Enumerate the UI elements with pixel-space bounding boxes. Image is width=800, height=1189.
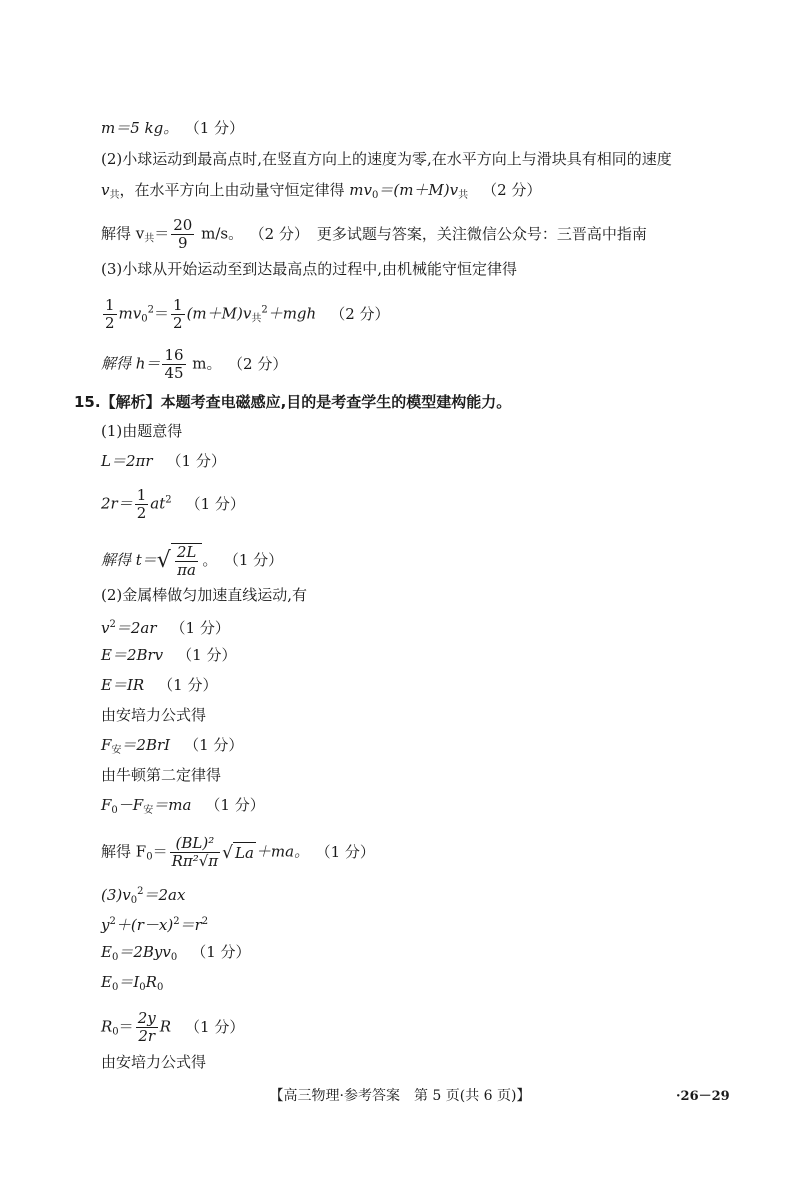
numerator: 2y xyxy=(137,1009,156,1027)
question-15-heading: 15.【解析】本题考查电磁感应,目的是考查学生的模型建构能力。 xyxy=(74,393,512,411)
var: ＝(m＋M)v xyxy=(378,181,459,199)
sup: 2 xyxy=(109,619,116,630)
q15-b3 xyxy=(101,645,236,665)
numerator: 2L xyxy=(176,543,197,561)
sub: 共 xyxy=(251,313,262,325)
var: (m＋M)v xyxy=(186,304,252,323)
text: ＝ xyxy=(152,842,168,861)
fraction xyxy=(136,1010,158,1045)
numerator: 1 xyxy=(173,296,183,314)
q15-b4 xyxy=(101,675,217,695)
sub: 共 xyxy=(458,190,469,201)
q15-part1: (1)由题意得 xyxy=(101,422,183,440)
sub: 共 xyxy=(109,190,120,201)
q15-eq1 xyxy=(101,451,226,471)
var: R xyxy=(101,1017,113,1036)
text: 解得 t＝ xyxy=(101,551,157,569)
var: mv xyxy=(118,304,142,323)
var: v xyxy=(101,619,110,637)
sub: 0 xyxy=(141,313,148,325)
points: （2 分） xyxy=(257,224,309,243)
sup: 2 xyxy=(261,304,268,316)
sup: 2 xyxy=(109,916,116,927)
points: （2 分） xyxy=(330,304,390,323)
sup: 2 xyxy=(165,494,172,506)
var: ＋mgh xyxy=(267,304,317,323)
formula: E＝2Brv xyxy=(101,646,164,664)
points: （1 分） xyxy=(185,1017,245,1036)
denominator: πa xyxy=(177,561,196,579)
points: （1 分） xyxy=(166,452,226,470)
points: （1 分） xyxy=(185,494,245,513)
q15-part2: (2)金属棒做匀加速直线运动,有 xyxy=(101,586,308,604)
q15-b8 xyxy=(101,795,265,821)
sub: 0 xyxy=(156,982,164,993)
points: （1 分） xyxy=(323,842,375,861)
part2-intro: (2)小球运动到最高点时,在竖直方向上的速度为零,在水平方向上与滑块具有相同的速度 xyxy=(101,150,672,168)
numerator: 1 xyxy=(136,486,147,504)
points: （1 分） xyxy=(191,943,251,961)
energy-equation xyxy=(101,297,390,332)
numerator: 20 xyxy=(173,216,193,234)
formula: E＝IR xyxy=(101,676,145,694)
radical-sign: √ xyxy=(222,842,234,863)
fraction xyxy=(103,297,117,332)
sub: 安 xyxy=(143,805,154,816)
var: ＋(r－x) xyxy=(115,916,174,934)
q15-c4 xyxy=(101,972,163,998)
promo-text: 更多试题与答案，关注微信公众号：三晋高中指南 xyxy=(316,224,647,243)
var: F xyxy=(101,796,112,814)
denominator: 2r xyxy=(138,1027,156,1045)
sqrt xyxy=(157,543,203,579)
formula: L＝2πr xyxy=(101,452,153,470)
sub: 0 xyxy=(170,952,178,963)
var: －F xyxy=(117,796,144,814)
q15-b7: 由牛顿第二定律得 xyxy=(101,766,222,784)
page-code: ·26－29 xyxy=(676,1089,730,1104)
fraction xyxy=(135,487,149,522)
velocity-result-line xyxy=(101,217,647,252)
var: v xyxy=(101,181,110,199)
fraction xyxy=(170,835,221,870)
denominator: Rπ²√π xyxy=(171,852,219,870)
var: (3)v xyxy=(101,886,131,904)
q15-c1 xyxy=(101,882,185,911)
sup: 2 xyxy=(147,304,154,316)
text: 解得 v xyxy=(101,224,145,243)
q15-eq2 xyxy=(101,487,245,522)
var: mv xyxy=(349,181,372,199)
sqrt xyxy=(222,842,256,864)
var: E xyxy=(101,943,112,961)
sub: 0 xyxy=(111,952,119,963)
fraction xyxy=(171,217,194,252)
points: （1 分） xyxy=(205,796,265,814)
q15-c5 xyxy=(101,1010,244,1045)
var: y xyxy=(101,916,110,934)
var: E xyxy=(101,973,112,991)
q15-f0-result xyxy=(101,835,375,870)
part3-intro: (3)小球从开始运动至到达最高点的过程中,由机械能守恒定律得 xyxy=(101,260,518,278)
q15-c3 xyxy=(101,942,251,968)
mass-result-line xyxy=(101,118,244,138)
sub: 0 xyxy=(146,851,153,863)
var: F xyxy=(101,736,112,754)
var: ＝r xyxy=(179,916,202,934)
text: ＝ xyxy=(118,1017,134,1036)
var: R xyxy=(145,973,157,991)
points: （1 分） xyxy=(177,646,237,664)
text: ＝ xyxy=(154,304,170,323)
formula: m＝5 kg。 xyxy=(101,119,179,137)
text: ，在水平方向上由动量守恒定律得 xyxy=(119,181,350,199)
numerator: 1 xyxy=(105,296,115,314)
radical-sign: √ xyxy=(156,548,171,573)
q15-b6 xyxy=(101,735,243,761)
points: （1 分） xyxy=(170,619,230,637)
text: 。 xyxy=(202,551,218,569)
fraction xyxy=(162,347,185,382)
points: （1 分） xyxy=(158,676,218,694)
var: ＝2ar xyxy=(115,619,157,637)
var: ＋ma。 xyxy=(255,842,310,861)
points: （1 分） xyxy=(192,119,245,137)
text: 解得 F xyxy=(101,842,147,861)
height-result-line xyxy=(101,347,287,382)
denominator: 2 xyxy=(105,314,115,332)
denominator: 45 xyxy=(164,364,184,382)
numerator: 16 xyxy=(164,346,184,364)
denominator: 2 xyxy=(173,314,183,332)
denominator: 2 xyxy=(136,504,147,522)
var: ＝2ax xyxy=(143,886,186,904)
momentum-line xyxy=(101,180,541,206)
sub: 0 xyxy=(371,190,379,201)
sub: 0 xyxy=(111,982,119,993)
var: ＝2Byv xyxy=(118,943,171,961)
var: ＝2BrI xyxy=(121,736,171,754)
fraction xyxy=(171,297,185,332)
var: ＝ma xyxy=(153,796,192,814)
points: （2 分） xyxy=(482,181,542,199)
sub: 0 xyxy=(111,805,118,816)
radicand: La xyxy=(235,844,254,863)
var: 2r＝ xyxy=(101,494,133,513)
q15-c2 xyxy=(101,912,208,935)
sub: 0 xyxy=(139,982,146,993)
points: （1 分） xyxy=(184,736,244,754)
text: 解得 h＝ xyxy=(101,354,161,373)
q15-b5: 由安培力公式得 xyxy=(101,706,207,724)
sub: 共 xyxy=(144,233,155,245)
denominator: 9 xyxy=(178,234,188,252)
numerator: (BL)² xyxy=(170,835,221,853)
text: ＝ xyxy=(154,224,170,243)
sup: 2 xyxy=(137,886,144,897)
text: m。 xyxy=(187,354,222,373)
sub: 0 xyxy=(112,1026,119,1038)
points: （2 分） xyxy=(235,354,288,373)
q15-t-result xyxy=(101,543,283,579)
var: R xyxy=(159,1017,172,1036)
points: （1 分） xyxy=(231,551,284,569)
radicand xyxy=(171,543,203,579)
var: ＝I xyxy=(118,973,140,991)
q15-b2 xyxy=(101,615,230,638)
sup: 2 xyxy=(201,916,209,927)
q15-c6: 由安培力公式得 xyxy=(101,1053,207,1071)
fraction xyxy=(175,544,199,579)
sub: 安 xyxy=(111,745,122,756)
sup: 2 xyxy=(173,916,180,927)
page-footer: 【高三物理·参考答案 第 5 页(共 6 页)】 xyxy=(269,1088,531,1104)
sub: 0 xyxy=(130,895,138,906)
var: at xyxy=(150,494,166,513)
text: m/s。 xyxy=(196,224,244,243)
